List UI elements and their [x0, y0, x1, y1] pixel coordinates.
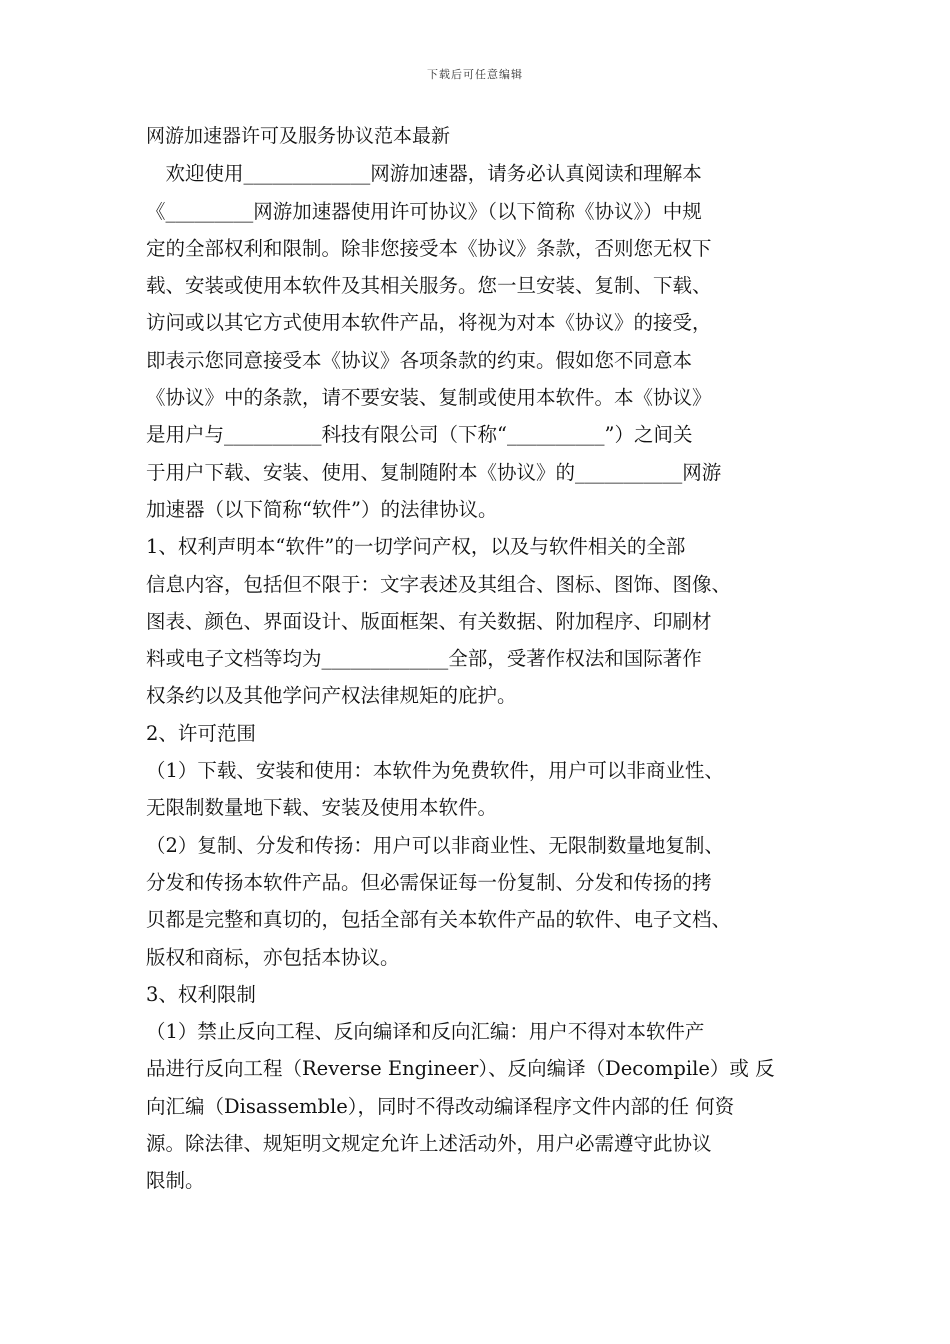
section-heading-license-scope: 2、许可范围	[146, 721, 256, 745]
text-line: 加速器（以下简称“软件”）的法律协议。	[146, 497, 498, 521]
text-line: （1）禁止反向工程、反向编译和反向汇编：用户不得对本软件产	[146, 1020, 705, 1044]
text-line: 信息内容，包括但不限于：文字表述及其组合、图标、图饰、图像、	[146, 572, 732, 596]
text-line: 载、安装或使用本软件及其相关服务。您一旦安装、复制、下载、	[146, 274, 712, 298]
text-line: 定的全部权利和限制。除非您接受本《协议》条款，否则您无权下	[146, 236, 712, 260]
text-line: 于用户下载、安装、使用、复制随附本《协议》的___________网游	[146, 460, 722, 484]
text-line: 源。除法律、规矩明文规定允许上述活动外，用户必需遵守此协议	[146, 1132, 712, 1156]
text-line: 访问或以其它方式使用本软件产品，将视为对本《协议》的接受，	[146, 311, 712, 335]
text-line: 品进行反向工程（Reverse Engineer）、反向编译（Decompile）或 反	[146, 1057, 775, 1081]
text-line: 《协议》中的条款，请不要安装、复制或使用本软件。本《协议》	[146, 386, 712, 410]
document-body	[146, 118, 816, 1200]
section-heading-rights: 1、权利声明本“软件”的一切学问产权，以及与软件相关的全部	[146, 535, 686, 559]
text-line: 是用户与__________科技有限公司（下称“__________”）之间关	[146, 423, 693, 447]
text-line: 版权和商标，亦包括本协议。	[146, 945, 400, 969]
text-line: 图表、颜色、界面设计、版面框架、有关数据、附加程序、印刷材	[146, 609, 712, 633]
page-header: 下载后可任意编辑	[427, 68, 523, 81]
text-line: 无限制数量地下载、安装及使用本软件。	[146, 796, 498, 820]
text-line: （1）下载、安装和使用：本软件为免费软件，用户可以非商业性、	[146, 759, 724, 783]
text-line: 料或电子文档等均为_____________全部，受著作权法和国际著作	[146, 647, 702, 671]
document-title: 网游加速器许可及服务协议范本最新	[146, 125, 451, 147]
text-line: 分发和传扬本软件产品。但必需保证每一份复制、分发和传扬的拷	[146, 870, 712, 894]
text-line: 向汇编（Disassemble），同时不得改动编译程序文件内部的任 何资	[146, 1094, 735, 1118]
text-line: 权条约以及其他学问产权法律规矩的庇护。	[146, 684, 517, 708]
text-line: 贝都是完整和真切的，包括全部有关本软件产品的软件、电子文档、	[146, 908, 732, 932]
text-line: 欢迎使用_____________网游加速器，请务必认真阅读和理解本	[146, 162, 702, 186]
section-heading-restrictions: 3、权利限制	[146, 982, 256, 1006]
text-line: （2）复制、分发和传扬：用户可以非商业性、无限制数量地复制、	[146, 833, 724, 857]
text-line: 《_________网游加速器使用许可协议》（以下简称《协议》）中规	[146, 199, 702, 223]
text-line: 即表示您同意接受本《协议》各项条款的约束。假如您不同意本	[146, 348, 693, 372]
text-line: 限制。	[146, 1169, 205, 1193]
